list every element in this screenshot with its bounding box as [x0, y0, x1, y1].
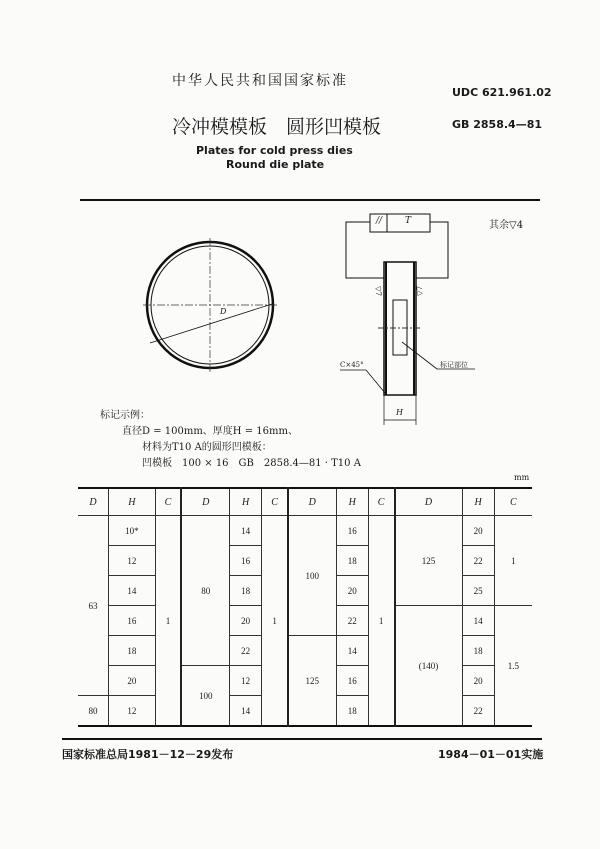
cell-h: 14	[336, 636, 368, 666]
column-header: C	[494, 488, 532, 516]
unit-label: mm	[514, 473, 530, 482]
english-subtitle: Round die plate	[226, 158, 325, 171]
cell-h: 14	[109, 576, 156, 606]
cell-c: 1	[262, 516, 288, 727]
cell-h: 20	[230, 606, 262, 636]
page-title: 冷冲模模板 圆形凹模板	[172, 116, 382, 138]
cell-h: 16	[109, 606, 156, 636]
cell-h: 18	[336, 696, 368, 727]
marking-example-line: 直径D = 100mm、厚度H = 16mm、	[122, 426, 298, 437]
mark-position-label: 标记部位	[440, 361, 468, 369]
cell-d: 125	[288, 636, 336, 727]
chamfer-label: C×45°	[340, 361, 364, 369]
cell-h: 22	[230, 636, 262, 666]
table-header-row	[78, 488, 532, 516]
cell-d: 80	[181, 516, 229, 666]
english-title: Plates for cold press dies	[196, 144, 353, 157]
side-view	[340, 214, 475, 425]
cell-d: (140)	[395, 606, 462, 727]
cell-d: 100	[181, 666, 229, 727]
column-header: C	[368, 488, 394, 516]
effective-date: 1984－01－01实施	[438, 748, 544, 761]
dimension-table	[78, 487, 532, 727]
diameter-label: D	[220, 307, 227, 316]
cell-h: 14	[230, 696, 262, 727]
cell-c: 1	[494, 516, 532, 606]
cell-h: 20	[462, 666, 494, 696]
column-header: D	[288, 488, 336, 516]
cell-h: 12	[109, 696, 156, 727]
column-header: H	[230, 488, 262, 516]
roughness-left: ▽7	[373, 286, 382, 296]
marking-example-line: 凹模板 100 × 16 GB 2858.4—81 · T10 A	[142, 458, 361, 469]
footer-rule	[62, 738, 542, 740]
cell-h: 18	[109, 636, 156, 666]
table-row	[78, 516, 532, 546]
cell-d: 100	[288, 516, 336, 636]
cell-h: 14	[230, 516, 262, 546]
cell-d: 80	[78, 696, 109, 727]
cell-h: 25	[462, 576, 494, 606]
cell-h: 22	[462, 696, 494, 727]
column-header: H	[109, 488, 156, 516]
surface-roughness-note: 其余▽4	[489, 220, 524, 231]
tolerance-label: T	[405, 216, 412, 226]
column-header: D	[78, 488, 109, 516]
cell-h: 12	[230, 666, 262, 696]
height-label: H	[396, 408, 403, 417]
column-header: C	[262, 488, 288, 516]
roughness-right: ▽7	[415, 286, 424, 296]
front-view-circle	[143, 238, 277, 372]
table-row	[78, 636, 532, 666]
cell-h: 10*	[109, 516, 156, 546]
column-header: H	[462, 488, 494, 516]
cell-c: 1.5	[494, 606, 532, 727]
cell-h: 22	[462, 546, 494, 576]
cell-h: 18	[462, 636, 494, 666]
cell-c: 1	[155, 516, 181, 727]
cell-d: 63	[78, 516, 109, 696]
cell-h: 16	[230, 546, 262, 576]
cell-h: 16	[336, 666, 368, 696]
cell-c: 1	[368, 516, 394, 727]
cell-h: 18	[336, 546, 368, 576]
technical-drawing	[0, 200, 600, 430]
standard-number: GB 2858.4—81	[452, 118, 542, 131]
cell-h: 12	[109, 546, 156, 576]
column-header: D	[181, 488, 229, 516]
column-header: H	[336, 488, 368, 516]
marking-example-line: 材料为T10 A的圆形凹模板：	[142, 442, 272, 453]
column-header: C	[155, 488, 181, 516]
cell-h: 20	[109, 666, 156, 696]
issuing-body: 中华人民共和国国家标准	[172, 73, 348, 89]
cell-h: 16	[336, 516, 368, 546]
issue-date: 国家标准总局1981－12－29发布	[62, 748, 234, 761]
cell-h: 14	[462, 606, 494, 636]
column-header: D	[395, 488, 462, 516]
cell-h: 20	[462, 516, 494, 546]
udc-code: UDC 621.961.02	[452, 86, 552, 99]
cell-h: 22	[336, 606, 368, 636]
cell-d: 125	[395, 516, 462, 606]
cell-h: 20	[336, 576, 368, 606]
parallelism-symbol: //	[376, 216, 383, 226]
marking-example-heading: 标记示例：	[100, 410, 150, 421]
cell-h: 18	[230, 576, 262, 606]
